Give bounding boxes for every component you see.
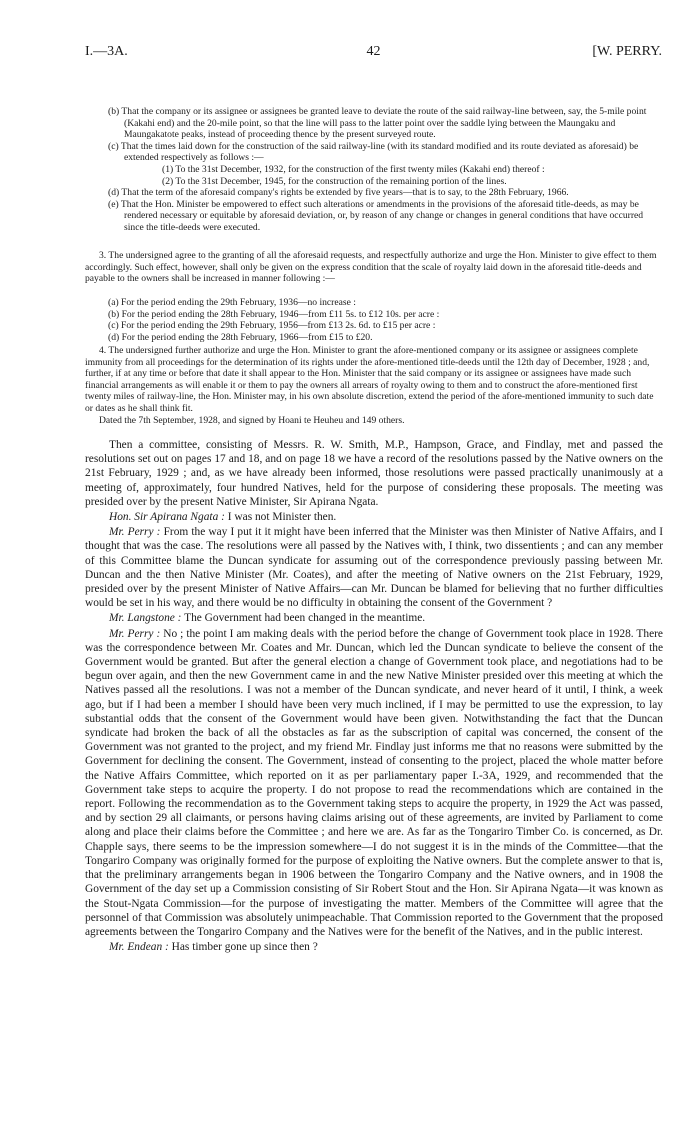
speaker-name: Mr. Langstone :	[109, 612, 182, 625]
speaker-name: Hon. Sir Apirana Ngata :	[109, 511, 225, 524]
speaker-text: From the way I put it it might have been inferred that the Minister was then Minister of Native Affairs, and I thought that was the case. The resolutions were all passed by the Natives with, I think, two dissentients ; and can any member of this Committee blame the Duncan syndicate for assuming out of the correspondence previously passing between Mr. Duncan and the then Native Minister (Mr. Coates), and after the meeting of Native owners on the 21st February, 1929, presided over by the present Minister of Native Affairs—can Mr. Duncan be blamed for believing that no further difficulties would be set in his way, and there would be no difficulty in obtaining the consent of the Government ?	[85, 526, 663, 610]
royalty-item-a: (a) For the period ending the 29th February, 1936—no increase :	[108, 297, 356, 308]
quoted-paragraph-3	[85, 250, 663, 285]
speaker-name: Mr. Perry :	[109, 627, 161, 640]
speaker-name: Mr. Perry :	[109, 526, 161, 539]
quoted-paragraph-4	[85, 345, 663, 426]
speaker-turn	[85, 510, 663, 524]
royalty-item-b: (b) For the period ending the 28th February, 1946—from £11 5s. to £12 10s. per acre :	[108, 308, 440, 320]
evidence-body	[85, 438, 663, 955]
resolution-item-c2: (2) To the 31st December, 1945, for the construction of the remaining portion of the lines.	[162, 175, 507, 187]
speaker-turn	[85, 525, 663, 610]
quoted-resolutions	[108, 106, 663, 234]
royalty-item-c: (c) For the period ending the 29th February, 1956—from £13 2s. 6d. to £15 per acre :	[108, 320, 436, 332]
body-paragraph: Then a committee, consisting of Messrs. R. W. Smith, M.P., Hampson, Grace, and Findlay, met and passed the resolutions set out on pages 17 and 18, and on page 18 we have a record of the resolutions passed by the Native owners on the 21st February, 1929 ; and, as we have already been informed, those resolutions were passed practically unanimously at a meeting of, approximately, four hundred Natives, held for the purpose of considering these proposals. The meeting was presided over by the present Native Minister, Sir Apirana Ngata.	[85, 439, 663, 508]
resolution-para-4: 4. The undersigned further authorize and urge the Hon. Minister to grant the afore-mentioned company or its assignee or assignees complete immunity from all proceedings for the determination of its rights under the afore-mentioned title-deeds until the 12th day of December, 1928 ; and, further, if at any time or before that date it shall appear to the Hon. Minister that the said company or its assignee or assignees have made such financial arrangements as will enable it or them to pay the owners all arrears of royalty owing to them and to construct the afore-mentioned first twenty miles of railway-line, the Hon. Minister may, in his own absolute discretion, extend the period of the afore-mentioned immunity to such date or dates as he shall think fit.	[85, 345, 654, 414]
speaker-text: No ; the point I am making deals with the period before the change of Government took place in 1928. There was the correspondence between Mr. Coates and Mr. Duncan, which led the Duncan syndicate to believe the consent of the Government would be granted. But after the general election a change of Government took place, and negotiations had to be begun over again, and then the new Government came in and the new Native Minister presided over this meeting at which the Natives passed all the resolutions. I was not a member of the Duncan syndicate, and never heard of it until, I think, a week ago, but if I had been a member I should have been very much inclined, if I may be permitted to use the expression, to lay substantial odds that the consent of the Government would have been given. Notwithstanding the fact that the Duncan syndicate had broken the back of all the obstacles as far as the subscription of capital was concerned, the consent of the Government was not granted to the project, and my friend Mr. Findlay just informs me that no reasons were submitted by the Government for declining the consent. The Government, instead of consenting to the project, placed the whole matter before the Native Affairs Committee, which reported on it as per parliamentary paper I.-3A, 1929, and recommended that the Government take steps to acquire the property. I do not propose to read the recommendations which are contained in the report. Following the recommendation as to the Government taking steps to acquire the property, in 1929 the Act was passed, and by section 29 all claimants, or persons having claims arising out of these agreements, are invited by Parliament to come along and place their claims before the Committee ; and here we are. As far as the Tongariro Timber Co. is concerned, as Dr. Chapple says, there seems to be the impression somewhere—I do not suggest it is in the minds of the Committee—that the Tongariro Company was originally formed for the purpose of exploiting the Native owners. But the complete answer to that is, that the preliminary arrangements began in 1906 between the Tongariro Company and the Native owners, and in 1908 the Government of the day set up a Commission consisting of Sir Robert Stout and the Hon. Sir Apirana Ngata—it was known as the Stout-Ngata Commission—for the purpose of investigating the matter. Members of the Committee will agree that the personnel of that Commission was absolutely unimpeachable. That Commission reported to the Government that the proposed agreements between the Tongariro Company and the Natives were for the benefit of the Natives, and in the public interest.	[85, 627, 663, 938]
speaker-text: The Government had been changed in the meantime.	[181, 612, 426, 625]
resolution-item-d: (d) That the term of the aforesaid company's rights be extended by five years—that is to say, to the 28th February, 1966.	[108, 187, 569, 199]
header-paper-ref: I.—3A.	[85, 44, 128, 59]
resolution-item-c: (c) That the times laid down for the construction of the said railway-line (with its standard modified and its route deviated as aforesaid) be extended respectively as follows :—	[108, 140, 639, 164]
royalty-list	[108, 297, 663, 343]
header-witness: [W. PERRY.	[592, 44, 662, 59]
speaker-turn	[85, 627, 663, 939]
speaker-turn	[85, 611, 663, 625]
resolution-para-3: 3. The undersigned agree to the granting of all the aforesaid requests, and respectfully authorize and urge the Hon. Minister to give effect to them accordingly. Such effect, however, shall only be given on the express condition that the scale of royalty laid down in the aforesaid title-deeds and payable to the owners shall be increased in manner following :—	[85, 250, 657, 285]
header-page-number: 42	[366, 44, 381, 59]
resolution-item-b: (b) That the company or its assignee or assignees be granted leave to deviate the route of the said railway-line between, say, the 5-mile point (Kakahi end) and the 20-mile point, so that the line will pass to the latter point over the saddle lying between the Maungaku and Maungakatote peaks, instead of proceeding thence by the present surveyed route.	[108, 106, 647, 141]
resolution-item-c1: (1) To the 31st December, 1932, for the construction of the first twenty miles (Kakahi end) thereof :	[162, 163, 545, 175]
dated-signature-line: Dated the 7th September, 1928, and signed by Hoani te Heuheu and 149 others.	[99, 414, 405, 426]
speaker-text: Has timber gone up since then ?	[168, 941, 318, 954]
resolution-item-e: (e) That the Hon. Minister be empowered to effect such alterations or amendments in the provisions of the aforesaid title-deeds, as may be rendered necessary or equitable by aforesaid deviation, or, by reason of any change or changes in general conditions that have occurred since the title-deeds were executed.	[108, 198, 644, 233]
royalty-item-d: (d) For the period ending the 28th February, 1966—from £15 to £20.	[108, 331, 373, 343]
speaker-turn	[85, 940, 663, 954]
speaker-name: Mr. Endean :	[109, 941, 169, 954]
speaker-text: I was not Minister then.	[224, 511, 337, 524]
page-header	[85, 44, 662, 66]
